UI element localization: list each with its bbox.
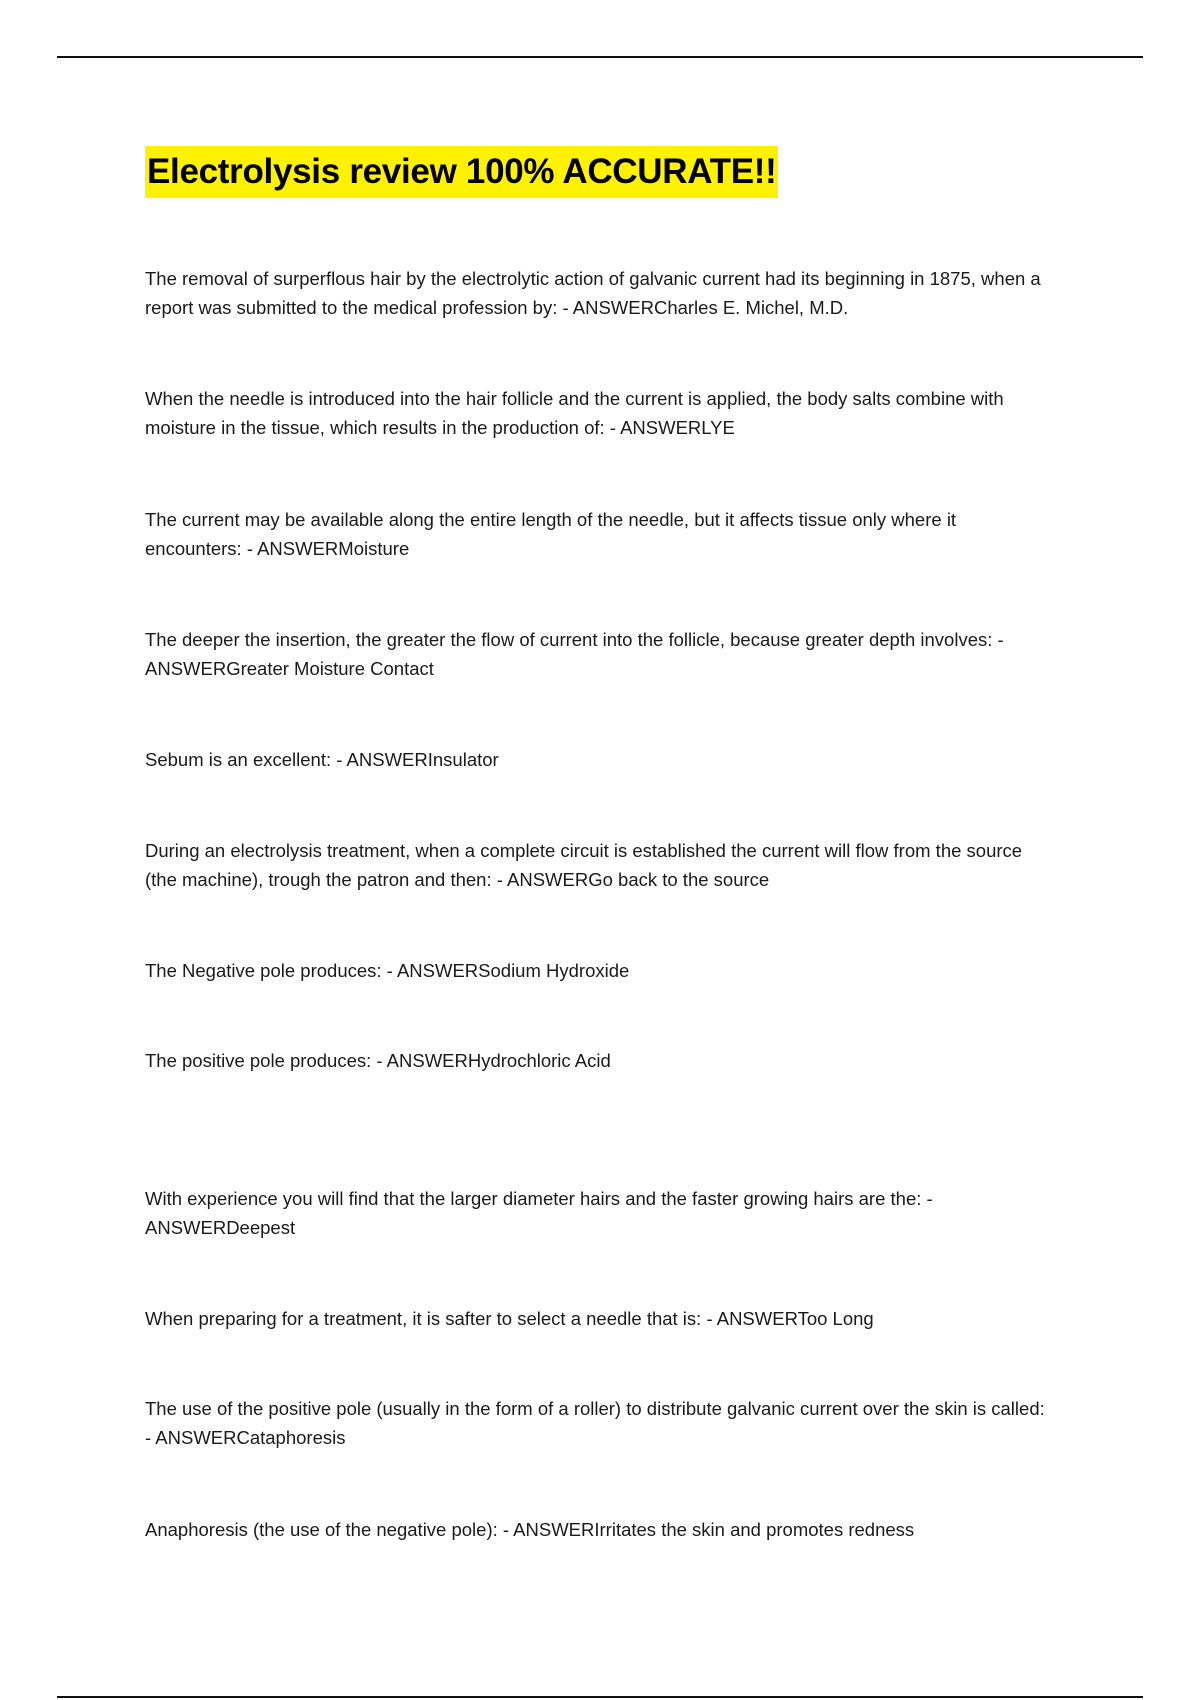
qa-item-1: The removal of surperflous hair by the electrolytic action of galvanic current had its beginning in 1875, when a report was submitted to the medical profession by: - ANSWERCharles E. Michel, M.D.	[145, 268, 1041, 318]
footer-rule	[57, 1696, 1143, 1698]
qa-item-9: With experience you will find that the larger diameter hairs and the faster growing hairs are the: - ANSWERDeepest	[145, 1188, 933, 1238]
qa-item-11: The use of the positive pole (usually in the form of a roller) to distribute galvanic current over the skin is called: - ANSWERCataphoresis	[145, 1398, 1045, 1448]
header-rule	[57, 56, 1143, 58]
qa-item-12: Anaphoresis (the use of the negative pole): - ANSWERIrritates the skin and promotes redness	[145, 1519, 915, 1540]
qa-item-2: When the needle is introduced into the hair follicle and the current is applied, the body salts combine with moisture in the tissue, which results in the production of: - ANSWERLYE	[145, 388, 1004, 438]
qa-item-7: The Negative pole produces: - ANSWERSodium Hydroxide	[145, 960, 630, 981]
document-title: Electrolysis review 100% ACCURATE!!	[145, 146, 778, 198]
qa-item-10: When preparing for a treatment, it is safter to select a needle that is: - ANSWERToo Long	[145, 1308, 874, 1329]
qa-item-4: The deeper the insertion, the greater the flow of current into the follicle, because greater depth involves: - ANSWERGreater Moisture Contact	[145, 629, 1004, 679]
qa-item-6: During an electrolysis treatment, when a complete circuit is established the current will flow from the source (the machine), trough the patron and then: - ANSWERGo back to the source	[145, 840, 1023, 890]
qa-item-3: The current may be available along the entire length of the needle, but it affects tissue only where it encounters: - ANSWERMoisture	[145, 509, 957, 559]
qa-item-8: The positive pole produces: - ANSWERHydrochloric Acid	[145, 1050, 611, 1071]
qa-item-5: Sebum is an excellent: - ANSWERInsulator	[145, 749, 499, 770]
